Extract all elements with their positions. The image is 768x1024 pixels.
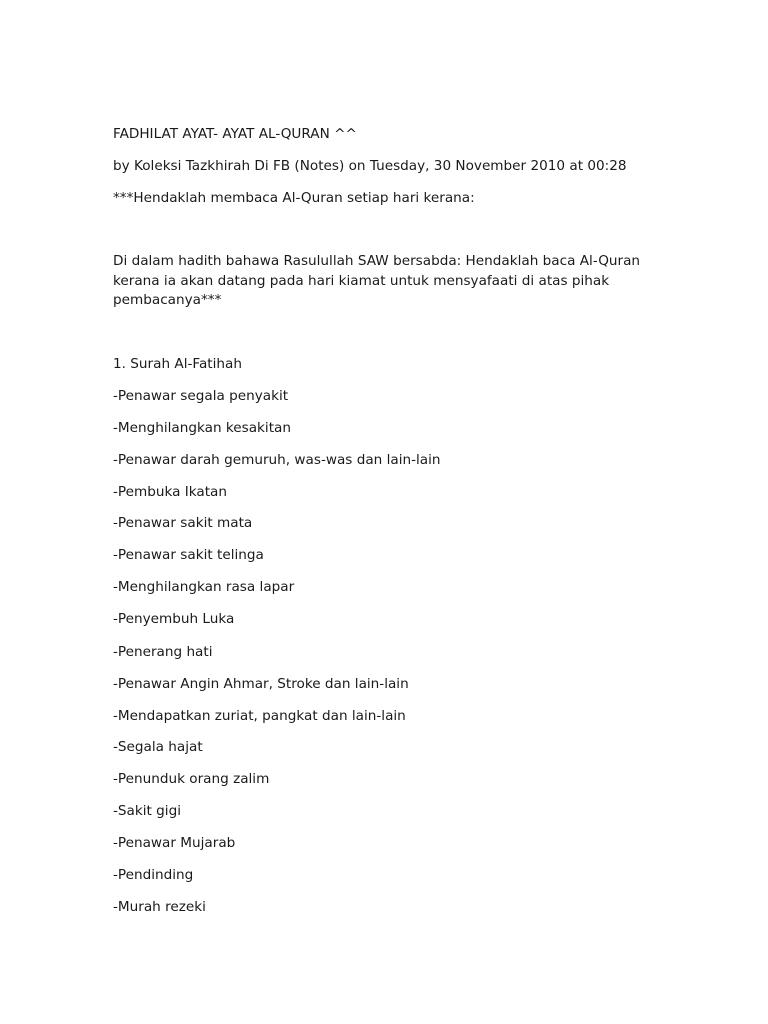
benefit-item: -Sakit gigi <box>113 803 181 819</box>
benefit-item: -Penunduk orang zalim <box>113 771 270 787</box>
intro-text: ***Hendaklah membaca Al-Quran setiap hari kerana: <box>113 190 475 206</box>
hadith-line: kerana ia akan datang pada hari kiamat untuk mensyafaati di atas pihak <box>113 273 610 289</box>
benefit-item: -Menghilangkan kesakitan <box>113 420 291 436</box>
benefit-item: -Penawar sakit mata <box>113 515 253 531</box>
benefit-item: -Pendinding <box>113 867 194 883</box>
document-byline: by Koleksi Tazkhirah Di FB (Notes) on Tuesday, 30 November 2010 at 00:28 <box>113 158 627 174</box>
benefit-item: -Penyembuh Luka <box>113 611 235 627</box>
document-title: FADHILAT AYAT- AYAT AL-QURAN ^^ <box>113 126 357 142</box>
benefit-item: -Penawar darah gemuruh, was-was dan lain-lain <box>113 452 441 468</box>
benefit-item: -Penerang hati <box>113 644 213 660</box>
benefit-item: -Murah rezeki <box>113 899 206 915</box>
benefit-item: -Penawar segala penyakit <box>113 388 289 404</box>
section-heading: 1. Surah Al-Fatihah <box>113 356 242 372</box>
benefit-item: -Penawar Angin Ahmar, Stroke dan lain-lain <box>113 676 409 692</box>
benefit-item: -Menghilangkan rasa lapar <box>113 579 295 595</box>
benefit-item: -Segala hajat <box>113 739 203 755</box>
benefit-item: -Mendapatkan zuriat, pangkat dan lain-lain <box>113 708 406 724</box>
benefit-item: -Penawar sakit telinga <box>113 547 264 563</box>
benefit-item: -Pembuka Ikatan <box>113 484 227 500</box>
benefit-item: -Penawar Mujarab <box>113 835 236 851</box>
hadith-line: Di dalam hadith bahawa Rasulullah SAW bersabda: Hendaklah baca Al-Quran <box>113 253 641 269</box>
hadith-line: pembacanya*** <box>113 292 222 308</box>
